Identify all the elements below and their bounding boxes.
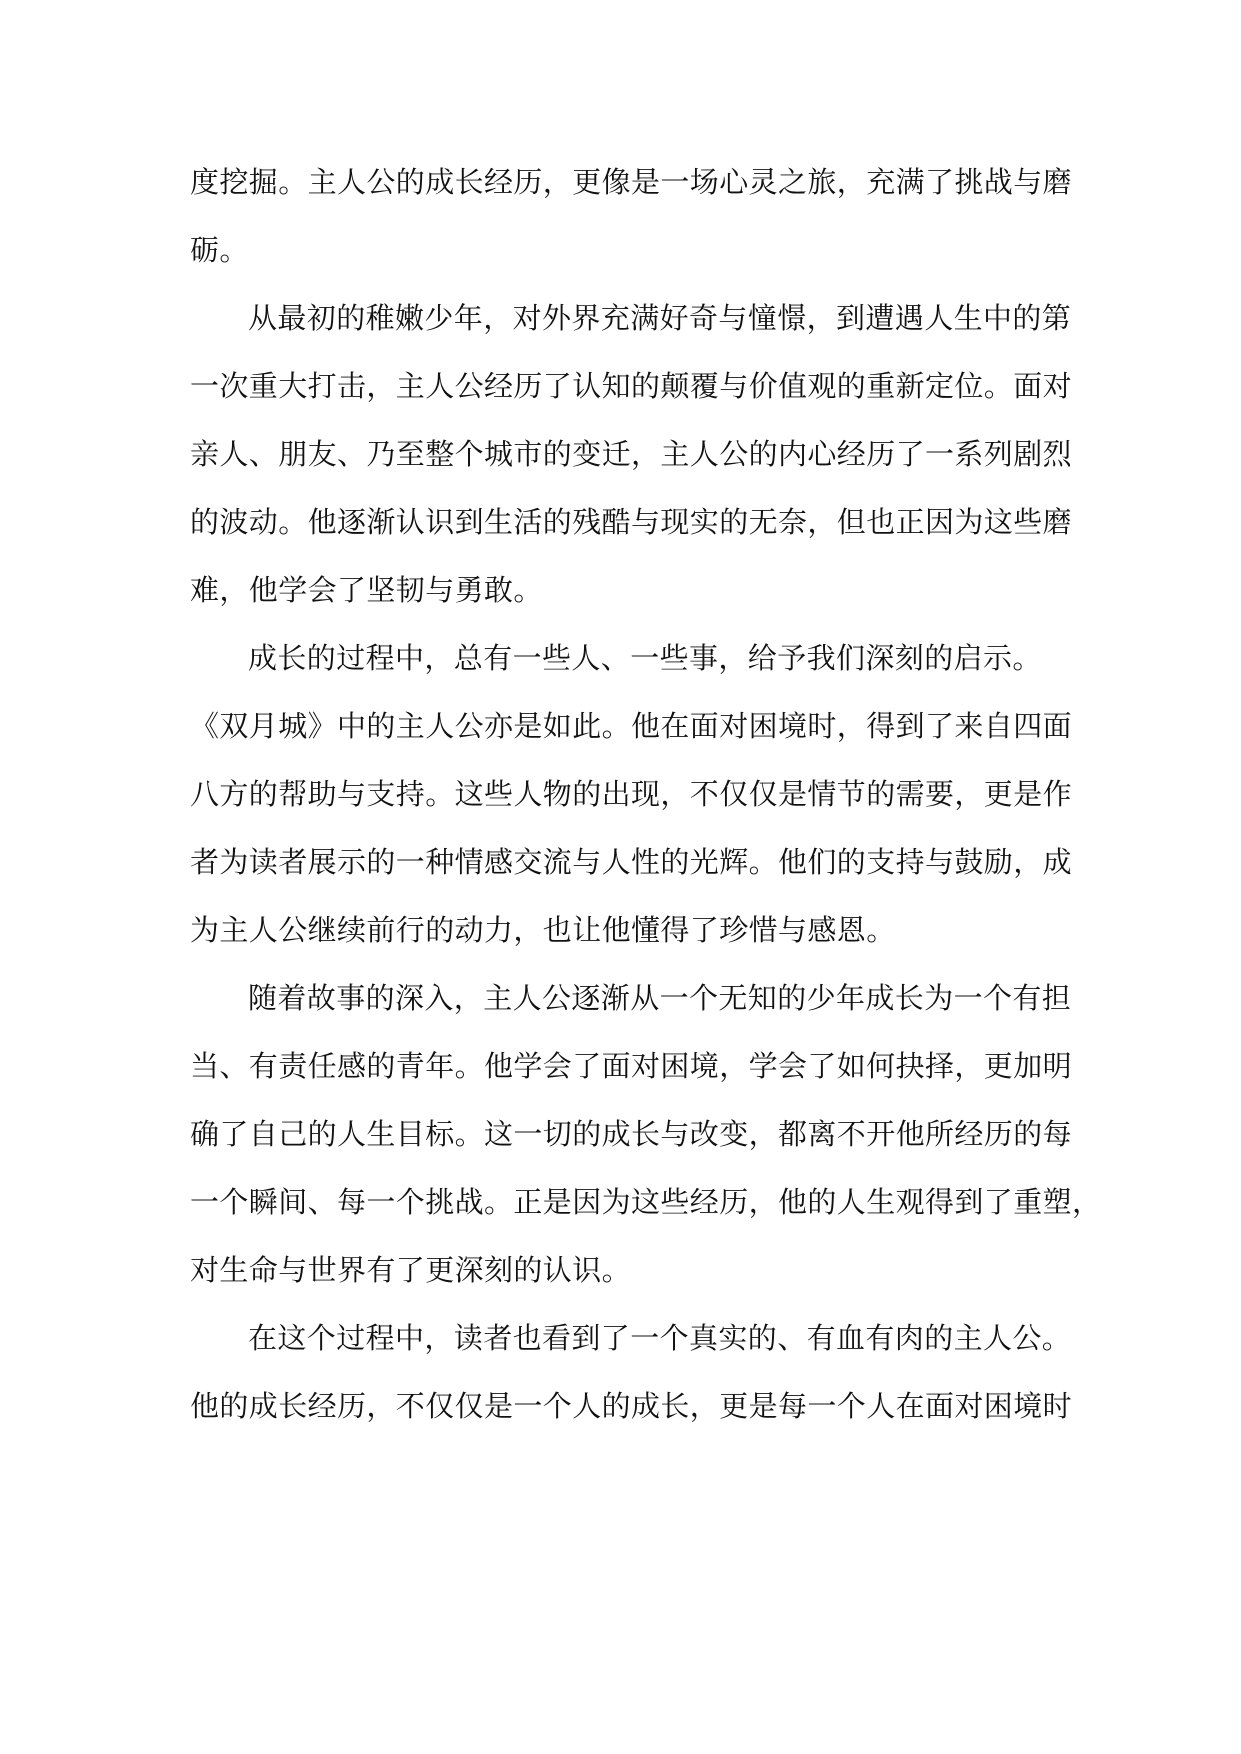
text-line: 亲人、朋友、乃至整个城市的变迁，主人公的内心经历了一系列剧烈 <box>190 437 1073 471</box>
text-line: 《双月城》中的主人公亦是如此。他在面对困境时，得到了来自四面 <box>190 709 1073 743</box>
text-line: 砺。 <box>190 233 249 267</box>
text-line: 成长的过程中，总有一些人、一些事，给予我们深刻的启示。 <box>248 641 1042 675</box>
text-line: 一次重大打击，主人公经历了认知的颠覆与价值观的重新定位。面对 <box>190 369 1073 403</box>
text-line: 对生命与世界有了更深刻的认识。 <box>190 1253 632 1287</box>
text-line: 当、有责任感的青年。他学会了面对困境，学会了如何抉择，更加明 <box>190 1049 1073 1083</box>
text-line: 的波动。他逐渐认识到生活的残酷与现实的无奈，但也正因为这些磨 <box>190 505 1073 539</box>
text-line: 他的成长经历，不仅仅是一个人的成长，更是每一个人在面对困境时 <box>190 1389 1073 1423</box>
text-line: 八方的帮助与支持。这些人物的出现，不仅仅是情节的需要，更是作 <box>190 777 1073 811</box>
text-line: 从最初的稚嫩少年，对外界充满好奇与憧憬，到遭遇人生中的第 <box>248 301 1072 335</box>
text-line: 者为读者展示的一种情感交流与人性的光辉。他们的支持与鼓励，成 <box>190 845 1073 879</box>
text-line: 一个瞬间、每一个挑战。正是因为这些经历，他的人生观得到了重塑， <box>190 1185 1102 1219</box>
text-line: 确了自己的人生目标。这一切的成长与改变，都离不开他所经历的每 <box>190 1117 1073 1151</box>
body-text <box>190 148 1102 1440</box>
text-line: 难，他学会了坚韧与勇敢。 <box>190 573 543 607</box>
text-line: 随着故事的深入，主人公逐渐从一个无知的少年成长为一个有担 <box>248 981 1072 1015</box>
text-line: 为主人公继续前行的动力，也让他懂得了珍惜与感恩。 <box>190 913 896 947</box>
text-line: 度挖掘。主人公的成长经历，更像是一场心灵之旅，充满了挑战与磨 <box>190 165 1073 199</box>
text-line: 在这个过程中，读者也看到了一个真实的、有血有肉的主人公。 <box>248 1321 1072 1355</box>
